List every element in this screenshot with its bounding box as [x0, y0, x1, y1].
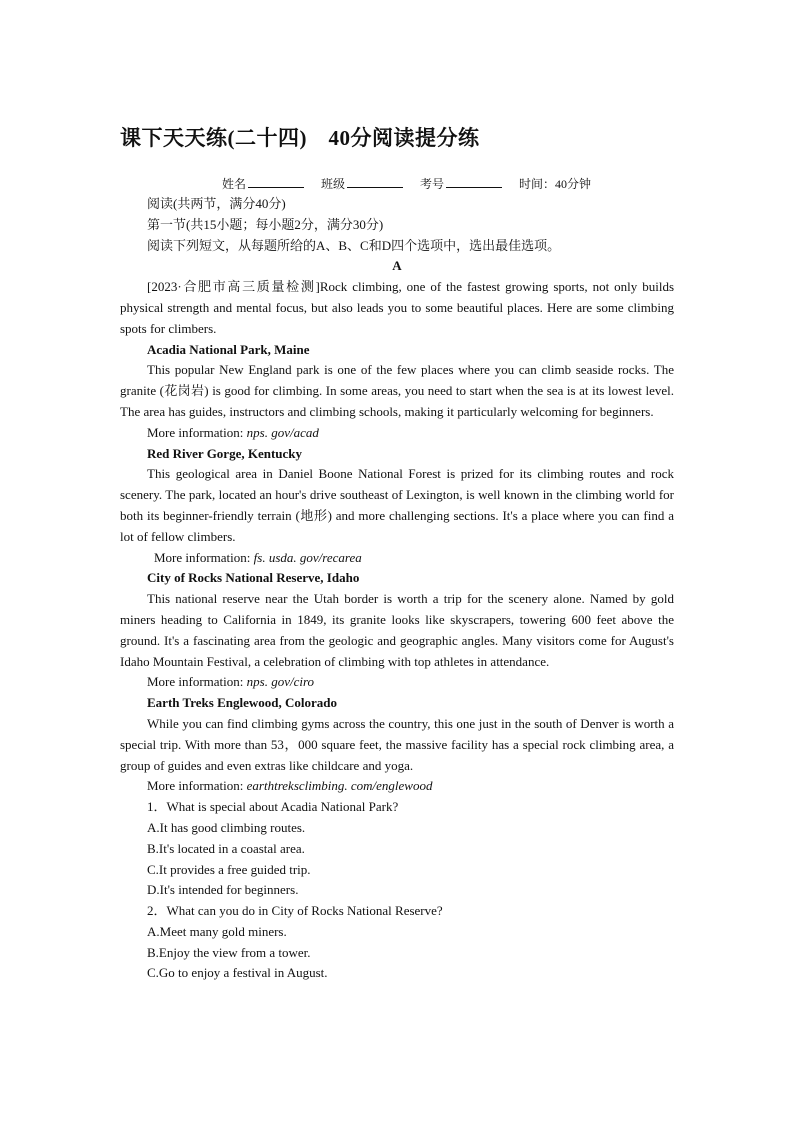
question-option[interactable]: D.It's intended for beginners.: [147, 882, 299, 898]
more-link: earthtreksclimbing. com/englewood: [246, 778, 433, 794]
more-label: More information:: [147, 674, 247, 690]
number-blank[interactable]: [446, 177, 502, 188]
section-heading: City of Rocks National Reserve, Idaho: [147, 570, 360, 586]
more-link: fs. usda. gov/recarea: [253, 549, 362, 565]
number-label: 考号: [420, 177, 445, 191]
more-information: [120, 548, 674, 569]
name-label: 姓名: [222, 177, 247, 191]
more-label: More information:: [147, 424, 247, 440]
passage-intro: [2023·合肥市高三质量检测]Rock climbing, one of the fastest growing sports, not only builds physical strength and mental focus, but also leads you to some beautiful places. Here are some climbing spots for climbers.: [120, 279, 674, 336]
question-option[interactable]: B.It's located in a coastal area.: [147, 840, 305, 856]
name-blank[interactable]: [248, 177, 304, 188]
question-option[interactable]: C.It provides a free guided trip.: [147, 861, 311, 877]
section-heading: Acadia National Park, Maine: [147, 341, 310, 357]
question-option[interactable]: C.Go to enjoy a festival in August.: [147, 965, 328, 981]
question-stem: 2．What can you do in City of Rocks National Reserve?: [147, 903, 443, 919]
section-heading: Red River Gorge, Kentucky: [147, 445, 303, 461]
class-label: 班级: [321, 177, 346, 191]
intro-line-2: 第一节(共15小题；每小题2分，满分30分): [147, 216, 384, 232]
more-information: [120, 423, 674, 444]
question-option[interactable]: A.Meet many gold miners.: [147, 923, 287, 939]
more-label: More information:: [147, 778, 247, 794]
more-label: More information:: [154, 549, 254, 565]
section-body: This national reserve near the Utah border is worth a trip for the scenery alone. Named by gold miners heading to California in 1849, its granite looks like skyscrapers, towering 600 feet above the ground. It's a fascinating area from the geologic and geographic angles. Many visitors come for August's Idaho Mountain Festival, a celebration of climbing with top athletes in attendance.: [120, 591, 674, 669]
section-body: While you can find climbing gyms across the country, this one just in the south of Denver is worth a special trip. With more than 53，000 square feet, the massive facility has a special rock climbing area, a group of guides and even extras like childcare and yoga.: [120, 715, 674, 773]
question-option[interactable]: B.Enjoy the view from a tower.: [147, 944, 311, 960]
more-link: nps. gov/acad: [246, 424, 319, 440]
student-info-line: [222, 175, 593, 192]
intro-line-3: 阅读下列短文，从每题所给的A、B、C和D四个选项中，选出最佳选项。: [147, 237, 561, 253]
section-heading: Earth Treks Englewood, Colorado: [147, 695, 337, 711]
class-blank[interactable]: [347, 177, 403, 188]
more-link: nps. gov/ciro: [246, 674, 315, 690]
intro-line-1: 阅读(共两节，满分40分): [147, 196, 286, 211]
reading-content: [120, 194, 674, 984]
passage-letter: A: [392, 258, 402, 274]
page-title: 课下天天练(二十四) 40分阅读提分练: [120, 126, 480, 150]
more-information: [120, 776, 674, 797]
time-label: 时间：40分钟: [519, 177, 592, 191]
section-body: This popular New England park is one of the few places where you can climb seaside rocks. The granite (花岗岩) is good for climbing. In some areas, you need to start when the sea is at its lowest level. The area has guides, instructors and climbing schools, making it particularly welcoming for beginners.: [120, 362, 674, 419]
question-stem: 1．What is special about Acadia National Park?: [147, 799, 399, 815]
section-body: This geological area in Daniel Boone National Forest is prized for its climbing routes and rock scenery. The park, located an hour's drive southeast of Lexington, is well known in the climbing world for both its beginner-friendly terrain (地形) and more challenging sections. It's a place where you can find a lot of fellow climbers.: [120, 466, 674, 544]
more-information: [120, 672, 674, 693]
question-option[interactable]: A.It has good climbing routes.: [147, 819, 306, 835]
